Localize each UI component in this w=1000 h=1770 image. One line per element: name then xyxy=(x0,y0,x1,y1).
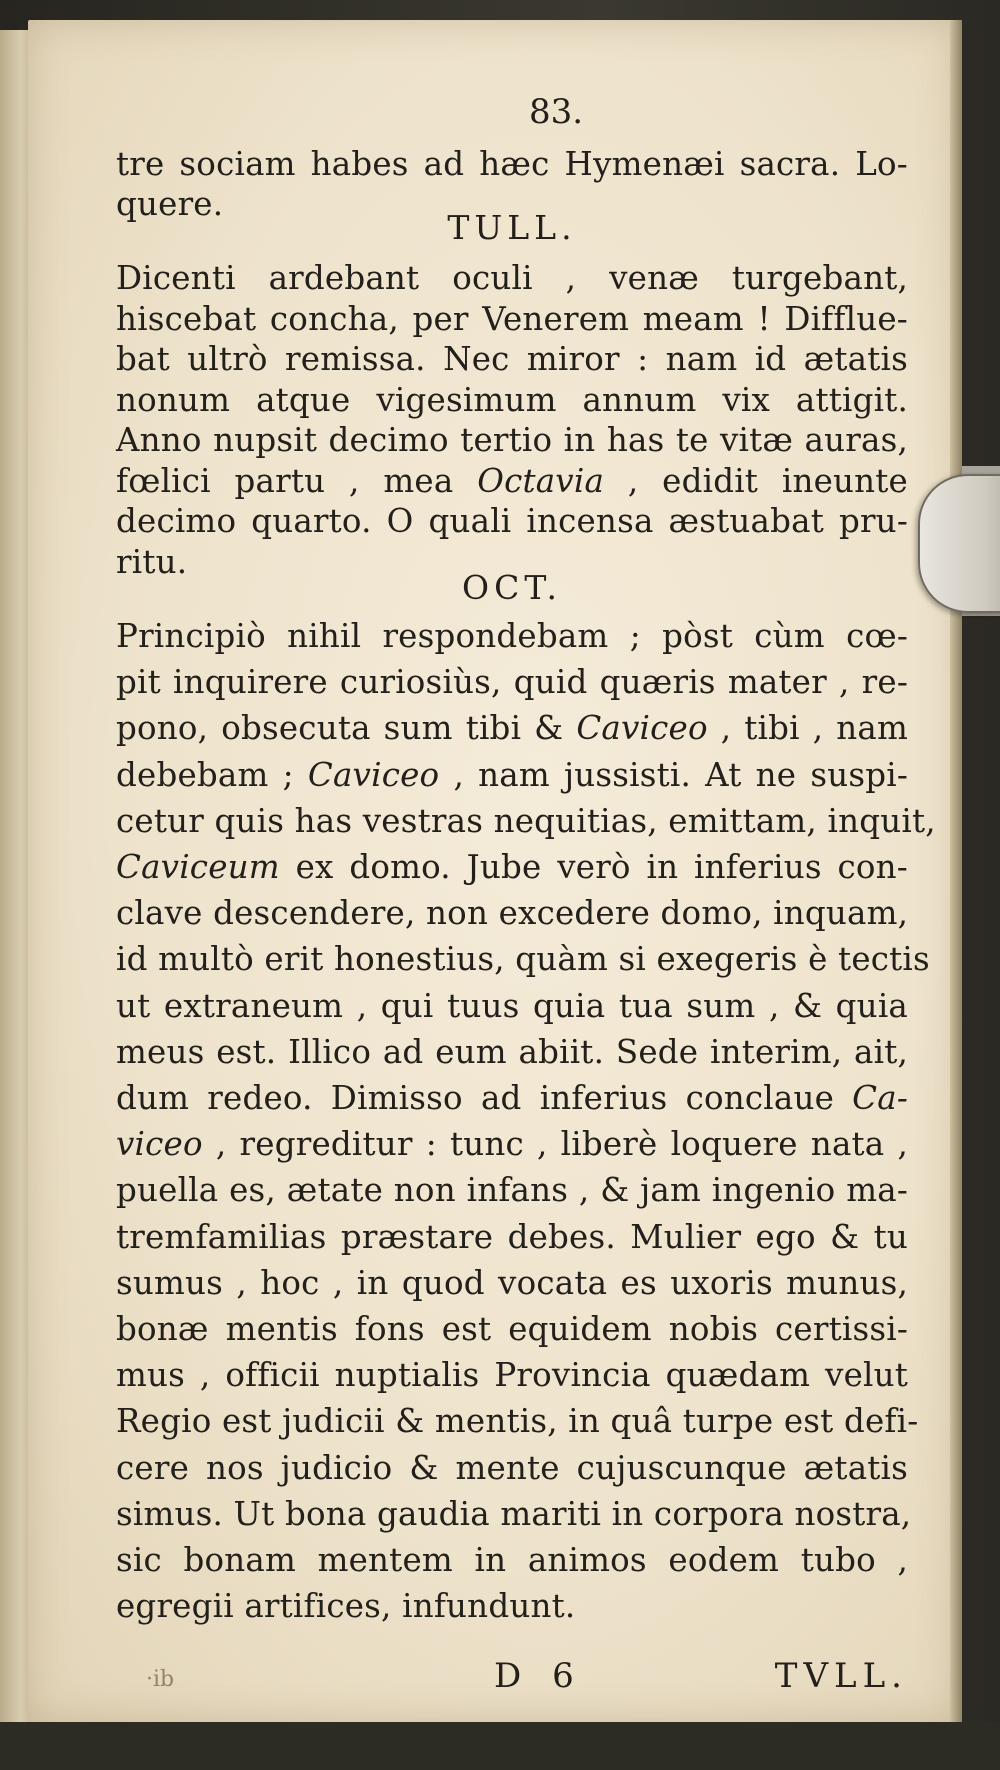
text-line: debebam ; Caviceo , nam jussisti. At ne suspi- xyxy=(116,755,909,794)
text-line: clave descendere, non excedere domo, inquam, xyxy=(116,894,909,933)
adjacent-page-strip xyxy=(0,30,30,1730)
text-line: Principiò nihil respondebam ; pòst cùm cœ- xyxy=(116,617,908,655)
text-line: sumus , hoc , in quod vocata es uxoris munus, xyxy=(116,1263,908,1302)
text-line: pono, obsecuta sum tibi & Caviceo , tibi , nam xyxy=(116,709,908,748)
text-line: Anno nupsit decimo tertio in has te vitæ auras, xyxy=(116,421,908,459)
text-line: sic bonam mentem in animos eodem tubo , xyxy=(116,1541,908,1579)
speaker-heading-oct: OCT. xyxy=(462,568,562,607)
text-line: puella es, ætate non infans , & jam ingenio ma- xyxy=(116,1171,908,1210)
catchword: TVLL. xyxy=(774,1656,908,1696)
text-line: tre sociam habes ad hæc Hymenæi sacra. Lo- xyxy=(116,145,908,183)
text-line: cetur quis has vestras nequitias, emittam, inquit, xyxy=(116,801,936,840)
text-line: Dicenti ardebant oculi , venæ turgebant, xyxy=(116,259,908,297)
text-line: simus. Ut bona gaudia mariti in corpora nostra, xyxy=(116,1494,912,1533)
book-page xyxy=(28,20,958,1722)
text-line: hiscebat concha, per Venerem meam ! Difflue- xyxy=(116,299,908,338)
text-line: pit inquirere curiosiùs, quid quæris mater , re- xyxy=(116,663,908,702)
text-line: Regio est judicii & mentis, in quâ turpe est defi- xyxy=(116,1402,919,1441)
text-line: viceo , regreditur : tunc , liberè loquere nata , xyxy=(116,1125,908,1164)
text-line: cere nos judicio & mente cujuscunque ætatis xyxy=(116,1448,908,1487)
text-line: id multò erit honestius, quàm si exegeris è tectis xyxy=(116,940,930,979)
text-line: bonæ mentis fons est equidem nobis certissi- xyxy=(116,1310,908,1348)
text-line: ritu. xyxy=(116,542,188,581)
signature-mark: D 6 xyxy=(494,1656,584,1696)
page-number: 83. xyxy=(528,92,584,132)
text-line: fœlici partu , mea Octavia , edidit ineunte xyxy=(116,461,908,500)
speaker-heading-tull: TULL. xyxy=(447,208,577,247)
text-line: decimo quarto. O quali incensa æstuabat pru- xyxy=(116,502,908,540)
text-line: nonum atque vigesimum annum vix attigit. xyxy=(116,380,908,419)
text-line: mus , officii nuptialis Provincia quædam velut xyxy=(116,1356,908,1395)
text-line: egregii artifices, infundunt. xyxy=(116,1587,576,1626)
text-line: meus est. Illico ad eum abiit. Sede interim, ait, xyxy=(116,1032,908,1071)
text-line: quere. xyxy=(116,185,224,223)
ink-smudge: ·ib xyxy=(146,1667,175,1692)
page-clip xyxy=(918,474,1000,613)
text-line: Caviceum ex domo. Jube verò in inferius con- xyxy=(116,848,908,886)
background-surface xyxy=(0,1722,1000,1770)
page-edge xyxy=(950,20,962,1722)
text-line: bat ultrò remissa. Nec miror : nam id ætatis xyxy=(116,340,908,378)
text-line: tremfamilias præstare debes. Mulier ego & tu xyxy=(116,1217,908,1256)
text-line: ut extraneum , qui tuus quia tua sum , & quia xyxy=(116,986,908,1025)
text-line: dum redeo. Dimisso ad inferius conclaue Ca- xyxy=(116,1079,908,1117)
